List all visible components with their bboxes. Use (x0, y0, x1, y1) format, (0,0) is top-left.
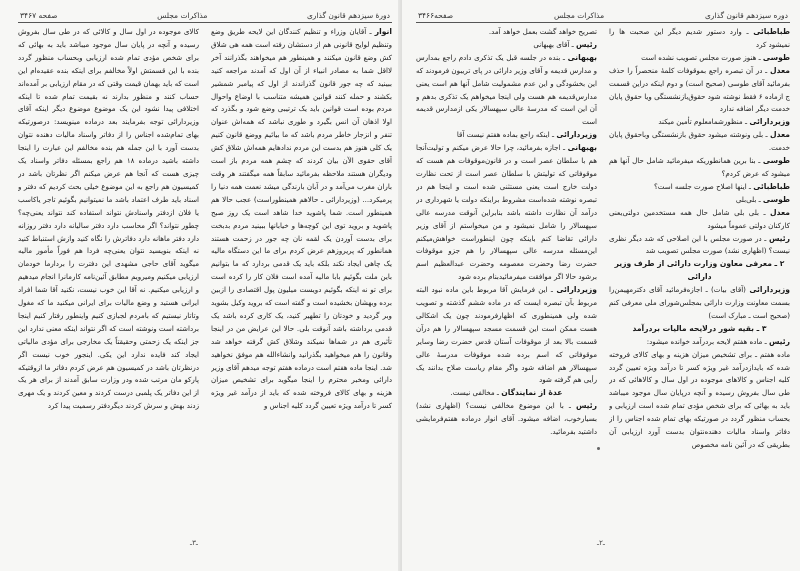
paragraph (416, 142, 597, 284)
speech-text: (آقای بیات) ـ اجازه‌فرمائید آقای دکترمهیمن‌را بسمت معاونت وزارت دارائی بمجلس‌شورای ملی معرفی کنم (صحیح است ـ مبارک است) (609, 285, 790, 320)
right-page (402, 0, 800, 571)
column-right (211, 26, 392, 531)
paragraph (609, 336, 790, 349)
speech-text: ـ بنده در جلسه قبل یک تذکری دادم راجع بمدارس و مدارس قدیمه و آقای وزیر دارائی در پای تریبون فرمودند که این بخشودگی و این عدم مشمولیت شامل آنها هم است یعنی مدارس‌قدیمه هم هست ولی اینجا میخواهم یک تذکری بدهم و آن این است که مدرسهٔ عالی سپهسالار یکی ازمدارس قدیمه است (416, 52, 597, 127)
paragraph (609, 181, 790, 194)
speaker-name: معدل (770, 65, 790, 75)
speech-text: ـ اینکه راجع بماده هفتم نیست آقا (456, 130, 557, 140)
speaker-name: طوسی (762, 194, 790, 204)
paragraph (416, 39, 597, 52)
speaker-name: وزیردارائی (749, 117, 790, 127)
paragraph (609, 129, 790, 155)
publication-title: مذاکرات مجلس (157, 11, 208, 20)
speech-text: ـ بلی‌بلی (735, 194, 763, 204)
speaker-name: طباطبائی (753, 181, 790, 191)
speech-text: ـ آقای بهبهانی (533, 39, 576, 49)
column-right (609, 26, 790, 531)
speech-text: ـ بلی بلی شامل حال همه مستخدمین دولتی‌یعنی کارکنان دولتی عموماً میشود (609, 207, 790, 230)
paragraph (416, 284, 597, 387)
speaker-name: رئیس (768, 336, 790, 346)
left-page-columns (18, 26, 392, 531)
speaker-name: وزیردارائی (749, 285, 790, 295)
paragraph (416, 400, 597, 439)
speech-text: ـ بلی ونوشته میشود حقوق بازنشستگی وباحقوق پایان خدمت. (609, 130, 790, 153)
paragraph (609, 52, 790, 65)
speech-text: ـ اینها اصلاح صورت جلسه است؟ (654, 181, 754, 191)
speaker-name: طباطبائی (753, 27, 790, 36)
column-left (18, 26, 199, 531)
speech-text: ـ بنا برین همانطوریکه میفرمائید شامل حال آنها هم میشود که عرض کردم؟ (609, 156, 790, 178)
speaker-name: رئیس (575, 39, 597, 49)
speech-text: ـ آقایان وزراء و تنظیم کنندگان این لایحه طریق وضع وتنظیم لوایح قانونی هم از دستشان رفته است همه هی شلاق کش وضع قانون میکنند و همینطور هم میخواهند بگذرانند آخر لااقل شما به مصادر انبیاء از آن اول که آمدند مراجعه کنید ببینید که چه جور قانون گذراندند از اول که پیامبر شمشیر بکشند و حمله کنند قوانین همیشه متناسب با اوضاع واحوال مردم بوده است قوانین باید یک ترتیبی وضع شود و بگذرد که اولا اذهان آن انس بگیرد و طوری نباشد که همه‌اش عنوان تنفر و انزجار خاطر مردم باشد که ما بیائیم ووضع قانون کنیم یک کلی هنوز هم بدست این مردم ندادهایم همه‌اش شلاق کش آقای حقوی الآن بیان کردند که چشم همه مردم باز است ودیگران هستند ملاحظه بفرمائید سابقاً همه میگفتند هر وقت باران مغرب می‌آمد و در آبان بارندگی میشد نعمت همه دنیا را پرمیکرد... (وزیردارائی ـ حالاهم همینطوراست) عجب حالا هم همینطور است. شما پاشوید خدا شاهد است یک روز صبح پاشوید و بروید توی این کوچه‌ها و خیابانها ببینید مردم بدبخت برای بدست آوردن یک لقمه نان چه جور در زحمت هستند همانطور که پریروزهم عرض کردم برای ما این دستگاه مالیه یک چاهی ایجاد نکند بلکه باید یک قدمی بردارد که ما بتوانیم باین ملت بگوئیم بابا مالیه آمده است فلان کار را کرده است برای تو نه اینکه بگوئیم دویست میلیون پول اقتصادی را ازبین برده وبهشان بخشیده است و گفته است که بروید وکیل بشوید وبر گردید و خودتان را تطهیر کنید، یک کاری کرده باشد یک قدمی برداشته باشد آنوقت بلی. حالا این عرایض من در اینجا تأثیری هم در شماها نمیکند وشلاق کش گرفته خواهد شد وقانون را هم میخواهید بگذرانید وانشاءالله هم موفق نخواهید شد. اینجا ماده هفتم است درماده هفتم توجه میدهم آقای وزیر دارائی ومخبر محترم را اینجا میگوید برای تشخیص میزان هزینه و بهای کالای فروخته شده که باید از درآمد غیر ویژه کسر تا درآمد ویژه تعیین گردد کلیه اجناس و (211, 27, 392, 411)
section-title: ۳ ـ بقیه شور درلایحه مالیات بردرآمد (632, 323, 767, 333)
speaker-name: رئیس (768, 233, 790, 243)
section-heading (609, 258, 790, 284)
paragraph (609, 155, 790, 181)
speech-text: ـ در صورت مجلس با این اصلاحی که شد دیگر نظری نیست؟ (اظهاری نشد) صورت مجلس تصویب شد (609, 233, 790, 256)
paragraph (18, 26, 199, 413)
paragraph (416, 26, 597, 39)
paragraph (416, 387, 597, 400)
speaker-name: وزیردارائی (556, 285, 597, 295)
paragraph (609, 207, 790, 233)
right-page-columns (416, 26, 790, 531)
speech-text: کالای موجوده در اول سال و کالائی که در طی سال بفروش رسیده و آنچه در پایان سال موجود میباشد باید به بهائی که برای شخص مؤدی تمام شده ارزیابی وبحساب منظور گردد بنده با این قسمتش اولاً مخالفم برای اینکه بنده عقیده‌ام این است که باید بهمان قیمت وقتی که در مقام ارزیابی بر آمده‌اند حساب کنند و منظور بدارند نه بقیمت تمام شده تا اینکه اختلافی پیدا نشود این یک موضوع موضوع دیگر اینکه آقای وزیردارائی توجه بفرمایند بعد درماده مینویسد: درصورتیکه بهای تمام‌شده اجناس را از دفاتر واسناد مالیات دهنده نتوان بدست آورد با این جمله هم بنده مخالفم این عبارت را اینجا داشته باشید درماده ۱۸ هم راجع بمسئله دفاتر واسناد یک چیزی هست که آنجا هم عرض میکنم اگر نظرتان باشد در کمیسیون هم راجع به این موضوع خیلی بحث کردیم که دفتر و اسناد باید طرف اعتماد باشد ما نمیتوانیم بگوئیم تاجر یاکاسب یا فلان ازدفتر واسنادش نتواند استفاده کند نتواند یعنی‌چه؟ چطور نتواند؟ اگر محاسب دارد دفتر سالیانه دارد دفتر روزانه دارد دفتر ماهانه دارد دفاترش را نگاه کنید وازش استنباط کنید نه اینکه بنویسید نتوان یعنی‌چه فردا هم فوراً مأمور مالیه میگوید آقای حاجی مشهدی این دفترت را بردارما خودمان ارزیابی میکنیم ومیرویم مطابق آئین‌نامه کارمانرا انجام میدهیم و ارزیابی میکنیم. نه آقا این خوب نیست، نکنید آقا شما افراد ایرانی هستید و وضع مالیات برای ایرانی میکنید ما که مغول وتاتار نیستیم که بامردم لجبازی کنیم واینطور رفتار کنیم اینجا برداشته است ونوشته است که اگر نتواند اینکه معنی ندارد این جز اینکه یک زحمتی وحقیقتاً یک مخارجی برای مؤدی مالیاتی ایجاد کند فایده ندارد این یکی. اینجور خوب نیست اگر درنظرتان باشد در کمیسیون هم عرض کردم دفاتر ما ازوقتیکه پارکو مان مرتب شده ودر وزارت سابق آمدند از برای هر یک از این دفاتر یک پلمبی درست کردند و معین کردند و یک مهری زدند بهش و سرش کردند دیگردفتر رسمیت پیدا کرد (18, 27, 199, 411)
speech-text: ـ این فرمایش آقا مربوط باین ماده نبود البته مربوط بآن تبصره ایست که در ماده ششم گذشته و تصویب شده ولی همینطوری که اظهارفرمودند چون یک اشکالی هست ممکن است این قسمت مسجد سپهسالار را هم درآن قسمت بالا بعد از موقوفات آستان قدس حضرت رضا وسایر موقوفاتی که اسم برده شده موقوفات مدرسهٔ عالی سپهسالار هم اضافه شود واگر مقام ریاست صلاح بدانند یک رأیی هم گرفته شود (416, 285, 597, 385)
speech-text: تصریح خواهد گشت بعمل خواهد آمد. (488, 27, 597, 36)
page-number-label: صفحه ۳۴۶۷ (20, 11, 58, 20)
left-page-header (20, 6, 390, 20)
speaker-name: طوسی (762, 52, 790, 62)
speaker-name: طوسی (762, 156, 790, 166)
header-divider (416, 22, 790, 23)
page-footer-number: ـ۳ـ (190, 539, 198, 547)
speech-text: ـ ماده هفتم لایحه بردرآمد خوانده میشود: (646, 336, 769, 346)
header-divider (18, 22, 392, 23)
paragraph (609, 194, 790, 207)
speaker-name: معدل (770, 207, 790, 217)
paragraph (609, 233, 790, 259)
session-label: دوره سیزدهم قانون گذاری (704, 11, 788, 20)
column-left (416, 26, 597, 531)
section-title: ۲ ـ معرفی معاون وزارت دارائی از طرف وزیر دارائی (614, 259, 785, 282)
speech-text: ـ هنوز صورت مجلس تصویب نشده است (641, 52, 763, 62)
right-page-header (418, 6, 788, 20)
paragraph (416, 52, 597, 129)
speech-text: ـ مخالفی نیست. (450, 388, 502, 398)
paragraph (609, 65, 790, 117)
speech-text: ـ با این موضوع مخالفی نیست؟ (اظهاری نشد) بسیارخوب، اضافه میشود. آقای انوار درماده هفتم‌فرمایشی داشتید بفرمائید. (416, 401, 597, 437)
speaker-name: بهبهانی (567, 143, 597, 153)
speech-text: ـ اجازه بفرمائید، چرا حالا عرض میکنم و تولیت‌آنجا هم با سلطان عصر است و در قانون‌موقوفات هم هست که موقوفاتی که تولیتش با سلطان عصر است از تحت نظارت دولت خارج است یعنی مستثنی شده است و اینجا هم در تبصره نوشته شده‌است مشروط براینکه دولت یا شهرداری در درآمد آن نظارت داشته باشد بنابراین آنوقت مدرسه عالی سپهسالار را شامل نمیشود و من میخواستم از آقای وزیر دارائی تقاضا کنم باینکه چون اینطوراست خواهش‌میکنم این‌مسئله مدرسه عالی سپهسالار را هم جزو موقوفات حضرت رضا وحضرت معصومه وحضرت عبدالعظیم اسم برشود حالا اگر موافقت میفرمائیدبنام برده شود (416, 143, 597, 282)
speaker-name: وزیردارائی (556, 130, 597, 140)
scan-speck (597, 447, 600, 450)
speaker-name: انوار (374, 27, 392, 36)
speech-text: ـ در آن تبصره راجع بموقوفات کلمهٔ منحصراً را حذف بفرمائید آقای طوسی (صحیح است) و دوم اینکه دراین قسمت ج ازماده ۶ فقط نوشته شود حقوق‌بازنشستگی ویا حقوق پایان خدمت دیگر اضافه ندارد (609, 65, 790, 114)
speech-text: ـ وارد دستور شدیم دیگر این صحبت ها را نمیشود کرد (609, 27, 790, 49)
paragraph (609, 349, 790, 452)
speaker-name: معدل (770, 130, 790, 140)
article-text: ماده هفتم ـ برای تشخیص میزان هزینه و بهای کالای فروخته شده که بایدازدرآمد غیر ویژه کسر تا درآمد ویژه تعیین گردد کلیه اجناس و کالاهای موجوده در اول سال و کالاهائی که در طی سال بفروش رسیده و آنچه درپایان سال موجود میباشد باید به بهائی که برای شخص مؤدی تمام شده است ارزیابی و بحساب منظور گردد در صورتیکه بهای تمام شده اجناس را از دفاتر واسناد مالیات دهنده‌نتوان بدست آورد ارزیابی آن بطریقی که در آئین نامه مخصوص (609, 349, 790, 449)
speaker-name: بهبهانی (567, 52, 597, 62)
paragraph (416, 129, 597, 142)
paragraph (211, 26, 392, 413)
speaker-name: عدهٔ از نمایندگان (501, 388, 563, 398)
paragraph (609, 26, 790, 52)
session-label: دورهٔ سیزدهم قانون گذاری (306, 11, 390, 20)
page-number-label: صفحه۳۴۶۶ (418, 11, 454, 20)
section-heading (609, 323, 790, 336)
speaker-name: رئیس (575, 401, 597, 411)
paragraph (609, 284, 790, 323)
publication-title: مذاکرات مجلس (553, 11, 605, 20)
paragraph (609, 116, 790, 129)
speech-text: ـ منظورشمامعلوم تأمین میکند (658, 117, 750, 127)
page-footer-number: ـ۲ـ (597, 539, 605, 547)
